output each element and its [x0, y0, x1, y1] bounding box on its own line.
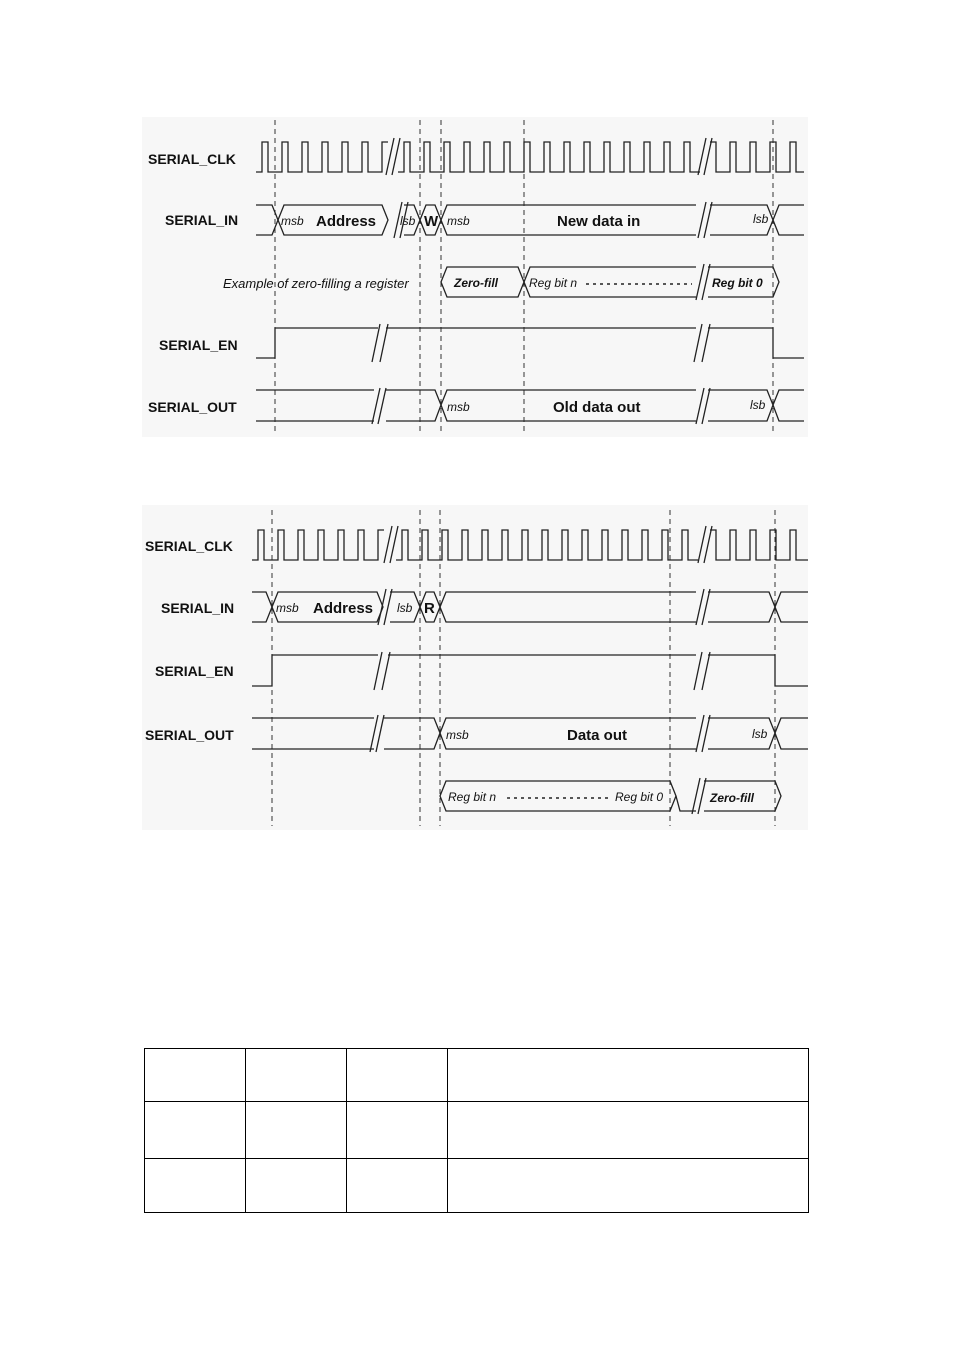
out-lsb-label: lsb [752, 727, 768, 741]
reg-bit-n-label: Reg bit n [529, 276, 578, 290]
table-row [145, 1049, 809, 1102]
zero-fill-note: Example of zero-filling a register [223, 276, 409, 291]
out-data-label: Data out [567, 727, 627, 744]
reg-bit-0-label: Reg bit 0 [615, 790, 664, 804]
table-cell [448, 1049, 809, 1102]
in-write-bit-label: W [424, 213, 439, 230]
out-data-label: Old data out [553, 399, 641, 416]
in-address-label: Address [316, 213, 377, 230]
table-row [145, 1102, 809, 1159]
signal-label-in: SERIAL_IN [165, 212, 239, 228]
signal-label-en: SERIAL_EN [159, 337, 238, 353]
in-address-label: Address [313, 600, 374, 617]
table-row [145, 1159, 809, 1213]
out-msb-label: msb [446, 728, 469, 742]
reg-bit-n-label: Reg bit n [448, 790, 497, 804]
table-cell [347, 1102, 448, 1159]
table-cell [145, 1102, 246, 1159]
signal-label-en: SERIAL_EN [155, 663, 234, 679]
table-cell [145, 1049, 246, 1102]
signal-label-out: SERIAL_OUT [148, 399, 237, 415]
signal-label-in: SERIAL_IN [161, 600, 235, 616]
in-msb-label: msb [281, 214, 304, 228]
table-cell [246, 1159, 347, 1213]
in-lsb-label: lsb [400, 214, 416, 228]
zero-fill-label: Zero-fill [454, 276, 498, 290]
signal-label-out: SERIAL_OUT [145, 727, 234, 743]
signal-label-clk: SERIAL_CLK [148, 151, 236, 167]
zero-fill-label: Zero-fill [710, 791, 754, 805]
table-cell [448, 1102, 809, 1159]
table-cell [347, 1159, 448, 1213]
in-msb2-label: msb [447, 214, 470, 228]
table-cell [145, 1159, 246, 1213]
register-table [144, 1048, 809, 1213]
table-cell [246, 1102, 347, 1159]
in-read-bit-label: R [424, 600, 435, 617]
signal-label-clk: SERIAL_CLK [145, 538, 233, 554]
in-lsb2-label: lsb [753, 212, 769, 226]
table-cell [448, 1159, 809, 1213]
out-msb-label: msb [447, 400, 470, 414]
out-lsb-label: lsb [750, 398, 766, 412]
table-cell [347, 1049, 448, 1102]
in-msb-label: msb [276, 601, 299, 615]
in-lsb-label: lsb [397, 601, 413, 615]
reg-bit-0-label: Reg bit 0 [712, 276, 763, 290]
table-cell [246, 1049, 347, 1102]
in-data-label: New data in [557, 213, 641, 230]
